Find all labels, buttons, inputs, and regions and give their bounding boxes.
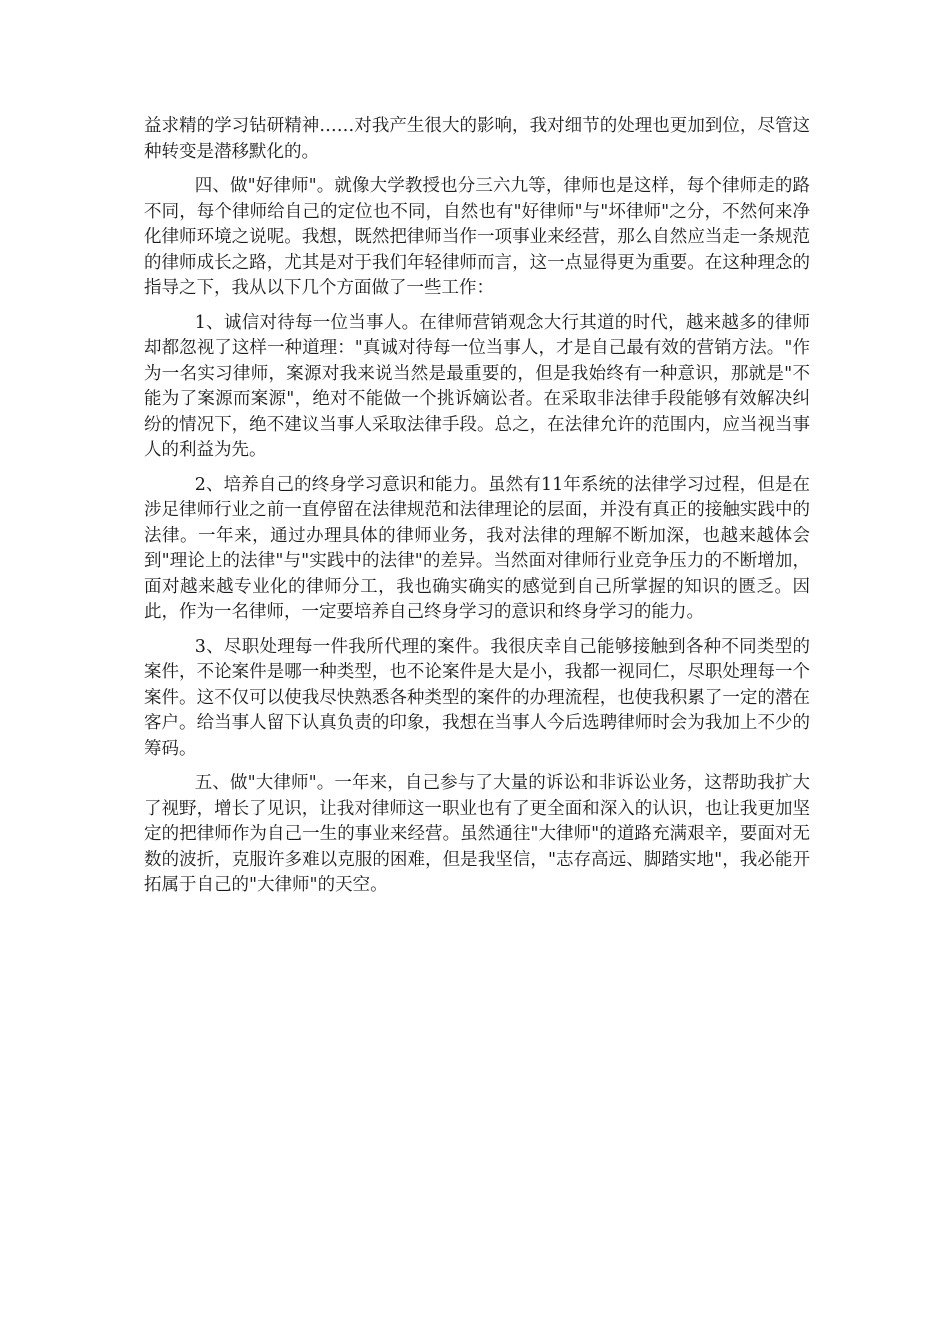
paragraph-item-lifelong-learning: 2、培养自己的终身学习意识和能力。虽然有11年系统的法律学习过程，但是在涉足律师行业之前一直停留在法律规范和法律理论的层面，并没有真正的接触实践中的法律。一年来，通过办理具体的律师业务，我对法律的理解不断加深，也越来越体会到"理论上的法律"与"实践中的法律"的差异。当然面对律师行业竞争压力的不断增加，面对越来越专业化的律师分工，我也确实确实的感觉到自己所掌握的知识的匮乏。因此，作为一名律师，一定要培养自己终身学习的意识和终身学习的能力。 [144, 474, 810, 622]
paragraph-section-five: 五、做"大律师"。一年来，自己参与了大量的诉讼和非诉讼业务，这帮助我扩大了视野，增长了见识，让我对律师这一职业也有了更全面和深入的认识，也让我更加坚定的把律师作为自己一生的事业来经营。虽然通往"大律师"的道路充满艰辛，要面对无数的波折，克服许多难以克服的困难，但是我坚信，"志存高远、脚踏实地"，我必能开拓属于自己的"大律师"的天空。 [144, 773, 810, 895]
paragraph-item-integrity: 1、诚信对待每一位当事人。在律师营销观念大行其道的时代，越来越多的律师却都忽视了这样一种道理："真诚对待每一位当事人，才是自己最有效的营销方法。"作为一名实习律师，案源对我来说当然是最重要的，但是我始终有一种意识，那就是"不能为了案源而案源"，绝对不能做一个挑诉嫡讼者。在采取非法律手段能够有效解决纠纷的情况下，绝不建议当事人采取法律手段。总之，在法律允许的范围内，应当视当事人的利益为先。 [144, 312, 810, 460]
paragraph-item-diligent-handling: 3、尽职处理每一件我所代理的案件。我很庆幸自己能够接触到各种不同类型的案件，不论案件是哪一种类型，也不论案件是大是小，我都一视同仁，尽职处理每一个案件。这不仅可以使我尽快熟悉各种类型的案件的办理流程，也使我积累了一定的潜在客户。给当事人留下认真负责的印象，我想在当事人今后选聘律师时会为我加上不少的筹码。 [144, 636, 810, 759]
paragraph-continuation: 益求精的学习钻研精神……对我产生很大的影响，我对细节的处理也更加到位，尽管这种转变是潜移默化的。 [144, 116, 810, 162]
paragraph-section-four: 四、做"好律师"。就像大学教授也分三六九等，律师也是这样，每个律师走的路不同，每个律师给自己的定位也不同，自然也有"好律师"与"坏律师"之分，不然何来净化律师环境之说呢。我想，既然把律师当作一项事业来经营，那么自然应当走一条规范的律师成长之路，尤其是对于我们年轻律师而言，这一点显得更为重要。在这种理念的指导之下，我从以下几个方面做了一些工作： [144, 176, 810, 298]
document-body [144, 114, 810, 908]
